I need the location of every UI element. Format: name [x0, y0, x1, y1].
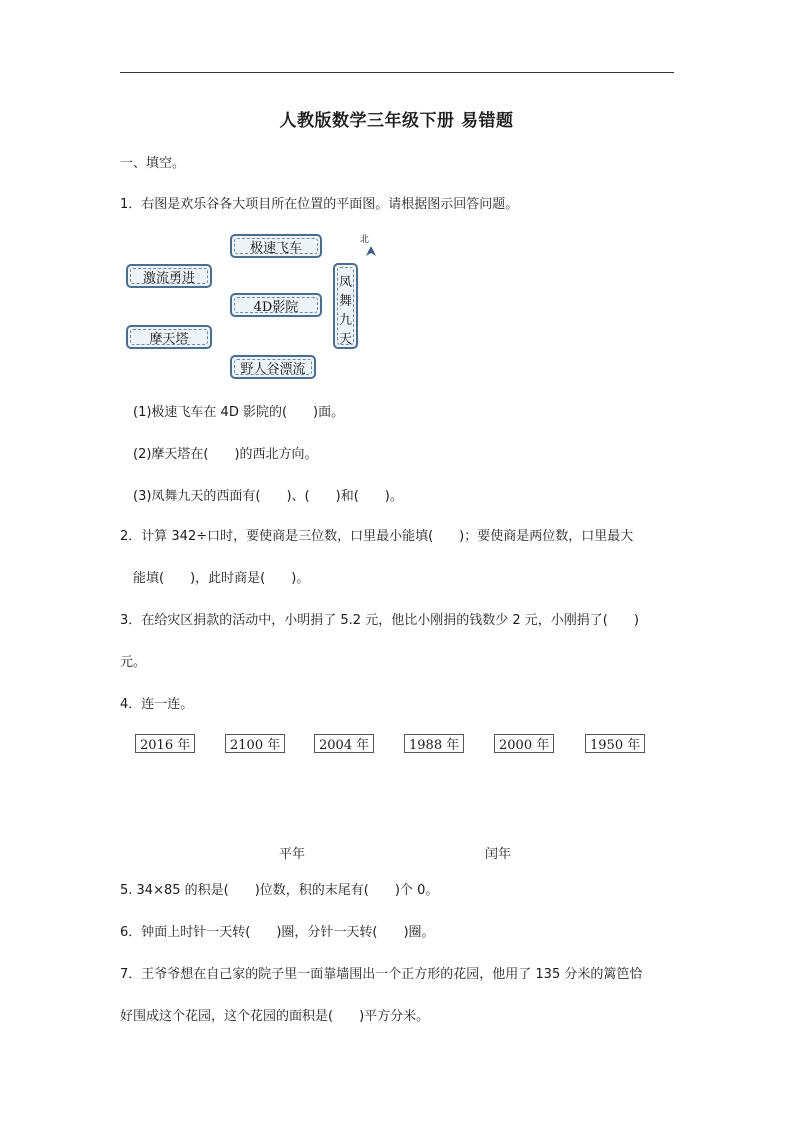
- map-box-speed-car: 极速飞车: [230, 234, 322, 258]
- map-box-fengwu-jiutian: [333, 263, 358, 349]
- map-box-ferris-tower: 摩天塔: [126, 325, 212, 349]
- north-label: 北: [360, 235, 370, 245]
- question-1: 1．右图是欢乐谷各大项目所在位置的平面图。请根据图示回答问题。: [120, 197, 519, 212]
- year-card: 1950 年: [585, 734, 645, 753]
- question-5: 5. 34×85 的积是( )位数，积的末尾有( )个 0。: [120, 883, 439, 898]
- category-common-year: 平年: [279, 847, 306, 862]
- question-1-sub-1: (1)极速飞车在 4D 影院的( )面。: [133, 405, 345, 420]
- map-vert-char: 九: [338, 313, 352, 328]
- category-leap-year: 闰年: [485, 847, 512, 862]
- question-1-sub-3: (3)凤舞九天的西面有( )、( )和( )。: [133, 489, 403, 504]
- question-4: 4．连一连。: [120, 697, 194, 712]
- question-7-line-1: 7．王爷爷想在自己家的院子里一面靠墙围出一个正方形的花园，他用了 135 分米的篱笆恰: [120, 967, 643, 982]
- north-arrow-icon: [366, 246, 376, 257]
- question-1-sub-2: (2)摩天塔在( )的西北方向。: [133, 447, 318, 462]
- year-card: 1988 年: [404, 734, 464, 753]
- map-vert-char: 天: [338, 332, 352, 347]
- map-vert-char: 舞: [338, 294, 352, 309]
- year-card: 2000 年: [494, 734, 554, 753]
- year-card: 2016 年: [135, 734, 195, 753]
- question-2-line-2: 能填( )，此时商是( )。: [133, 571, 310, 586]
- question-7-line-2: 好围成这个花园，这个花园的面积是( )平方分米。: [120, 1009, 430, 1024]
- question-3-line-2: 元。: [120, 655, 147, 670]
- map-box-rapids: 激流勇进: [126, 264, 212, 288]
- map-box-rafting: 野人谷漂流: [230, 355, 316, 379]
- year-card: 2100 年: [225, 734, 285, 753]
- map-box-4d-cinema: 4D影院: [230, 293, 322, 317]
- header-rule: [120, 72, 674, 73]
- question-2-line-1: 2．计算 342÷口时，要使商是三位数，口里最小能填( )；要使商是两位数，口里最大: [120, 529, 634, 544]
- page-title: 人教版数学三年级下册 易错题: [279, 111, 514, 131]
- map-vert-char: 凤: [338, 275, 352, 290]
- question-6: 6．钟面上时针一天转( )圈，分针一天转( )圈。: [120, 925, 435, 940]
- section-heading: 一、填空。: [120, 156, 186, 171]
- question-3-line-1: 3．在给灾区捐款的活动中，小明捐了 5.2 元，他比小刚捐的钱数少 2 元，小刚捐了( ): [120, 613, 639, 628]
- year-card: 2004 年: [314, 734, 374, 753]
